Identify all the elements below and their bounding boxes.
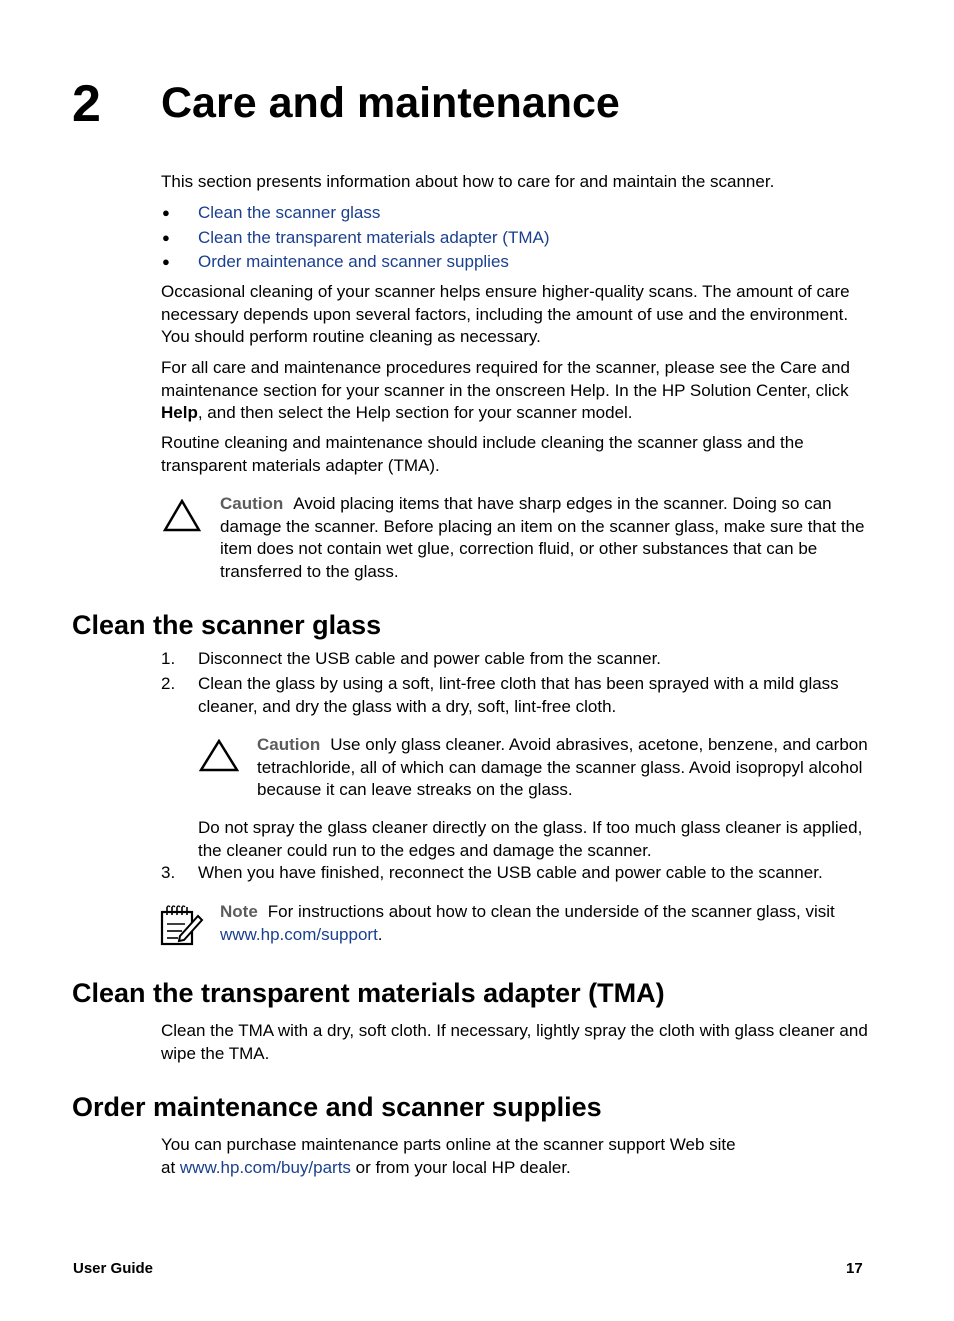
paragraph-cleaning: Occasional cleaning of your scanner helps ensure higher-quality scans. The amount of care necessary depends upon several factors, including the amount of use and the environment. You should perform routine cleaning as necessary. xyxy=(161,282,850,347)
order-paragraph xyxy=(161,1134,871,1179)
paragraph-help xyxy=(161,357,871,425)
intro-paragraph: This section presents information about how to care for and maintain the scanner. xyxy=(161,172,775,191)
order-text-at: at xyxy=(161,1157,180,1177)
section-heading-order: Order maintenance and scanner supplies xyxy=(72,1092,602,1122)
caution-icon xyxy=(199,739,239,772)
step-text: Clean the glass by using a soft, lint-free cloth that has been sprayed with a mild glass cleaner, and dry the glass with a dry, soft, lint-free cloth. xyxy=(198,674,839,716)
chapter-number: 2 xyxy=(72,75,101,133)
support-link[interactable]: www.hp.com/support xyxy=(220,924,378,944)
step-number: 1. xyxy=(161,649,176,668)
paragraph-routine: Routine cleaning and maintenance should include cleaning the scanner glass and the transparent materials adapter (TMA). xyxy=(161,433,804,475)
buy-parts-link[interactable]: www.hp.com/buy/parts xyxy=(179,1157,351,1177)
paragraph-help-text: For all care and maintenance procedures required for the scanner, please see the Care and maintenance section for your scanner in the onscreen Help. In the HP Solution Center, click xyxy=(161,358,850,400)
bullet-icon: ● xyxy=(162,205,170,220)
tma-paragraph: Clean the TMA with a dry, soft cloth. If necessary, lightly spray the cloth with glass cleaner and wipe the TMA. xyxy=(161,1021,868,1063)
note-notice xyxy=(220,901,870,946)
step-text: When you have finished, reconnect the USB cable and power cable to the scanner. xyxy=(198,863,823,882)
note-text: For instructions about how to clean the underside of the scanner glass, visit xyxy=(267,902,835,921)
step-number: 3. xyxy=(161,863,176,882)
chapter-title: Care and maintenance xyxy=(161,79,620,127)
step-text: Disconnect the USB cable and power cable from the scanner. xyxy=(198,649,662,668)
note-end: . xyxy=(377,924,383,944)
section-heading-glass: Clean the scanner glass xyxy=(72,610,382,640)
list-item xyxy=(162,202,862,227)
bullet-icon: ● xyxy=(162,229,170,245)
caution-label: Caution xyxy=(220,494,284,513)
list-item xyxy=(162,251,862,276)
list-item xyxy=(162,227,862,252)
caution-text: Avoid placing items that have sharp edges in the scanner. Doing so can damage the scanner. Before placing an item on the scanner glass, make sure that the item does not contain wet glue, correction fluid, or other substances that can be transferred to the glass. xyxy=(220,494,865,582)
step-2-extra: Do not spray the glass cleaner directly on the glass. If too much glass cleaner is applied, the cleaner could run to the edges and damage the scanner. xyxy=(198,818,863,860)
link-order-supplies[interactable]: Order maintenance and scanner supplies xyxy=(198,252,509,271)
order-text: You can purchase maintenance parts online at the scanner support Web site xyxy=(161,1135,736,1154)
footer-title: User Guide xyxy=(73,1260,154,1277)
step-number: 2. xyxy=(161,674,176,693)
note-icon xyxy=(160,904,204,946)
toc-link-list xyxy=(162,202,862,276)
link-clean-scanner-glass[interactable]: Clean the scanner glass xyxy=(198,203,381,222)
caution-label: Caution xyxy=(257,735,321,754)
note-label: Note xyxy=(220,902,258,921)
link-clean-tma[interactable]: Clean the transparent materials adapter (TMA) xyxy=(198,227,550,247)
bullet-icon: ● xyxy=(162,254,170,269)
help-bold: Help xyxy=(161,403,198,423)
section-heading-tma: Clean the transparent materials adapter (TMA) xyxy=(72,978,665,1008)
caution-notice xyxy=(257,734,869,802)
caution-text: Use only glass cleaner. Avoid abrasives, acetone, benzene, and carbon tetrachloride, all of which can damage the scanner glass. Avoid isopropyl alcohol because it can leave streaks on the glass. xyxy=(257,735,868,800)
page-number: 17 xyxy=(846,1260,863,1277)
caution-icon xyxy=(163,499,201,532)
caution-notice xyxy=(220,493,870,584)
paragraph-help-text-end: , and then select the Help section for your scanner model. xyxy=(197,403,633,423)
order-text-end: or from your local HP dealer. xyxy=(350,1157,571,1177)
